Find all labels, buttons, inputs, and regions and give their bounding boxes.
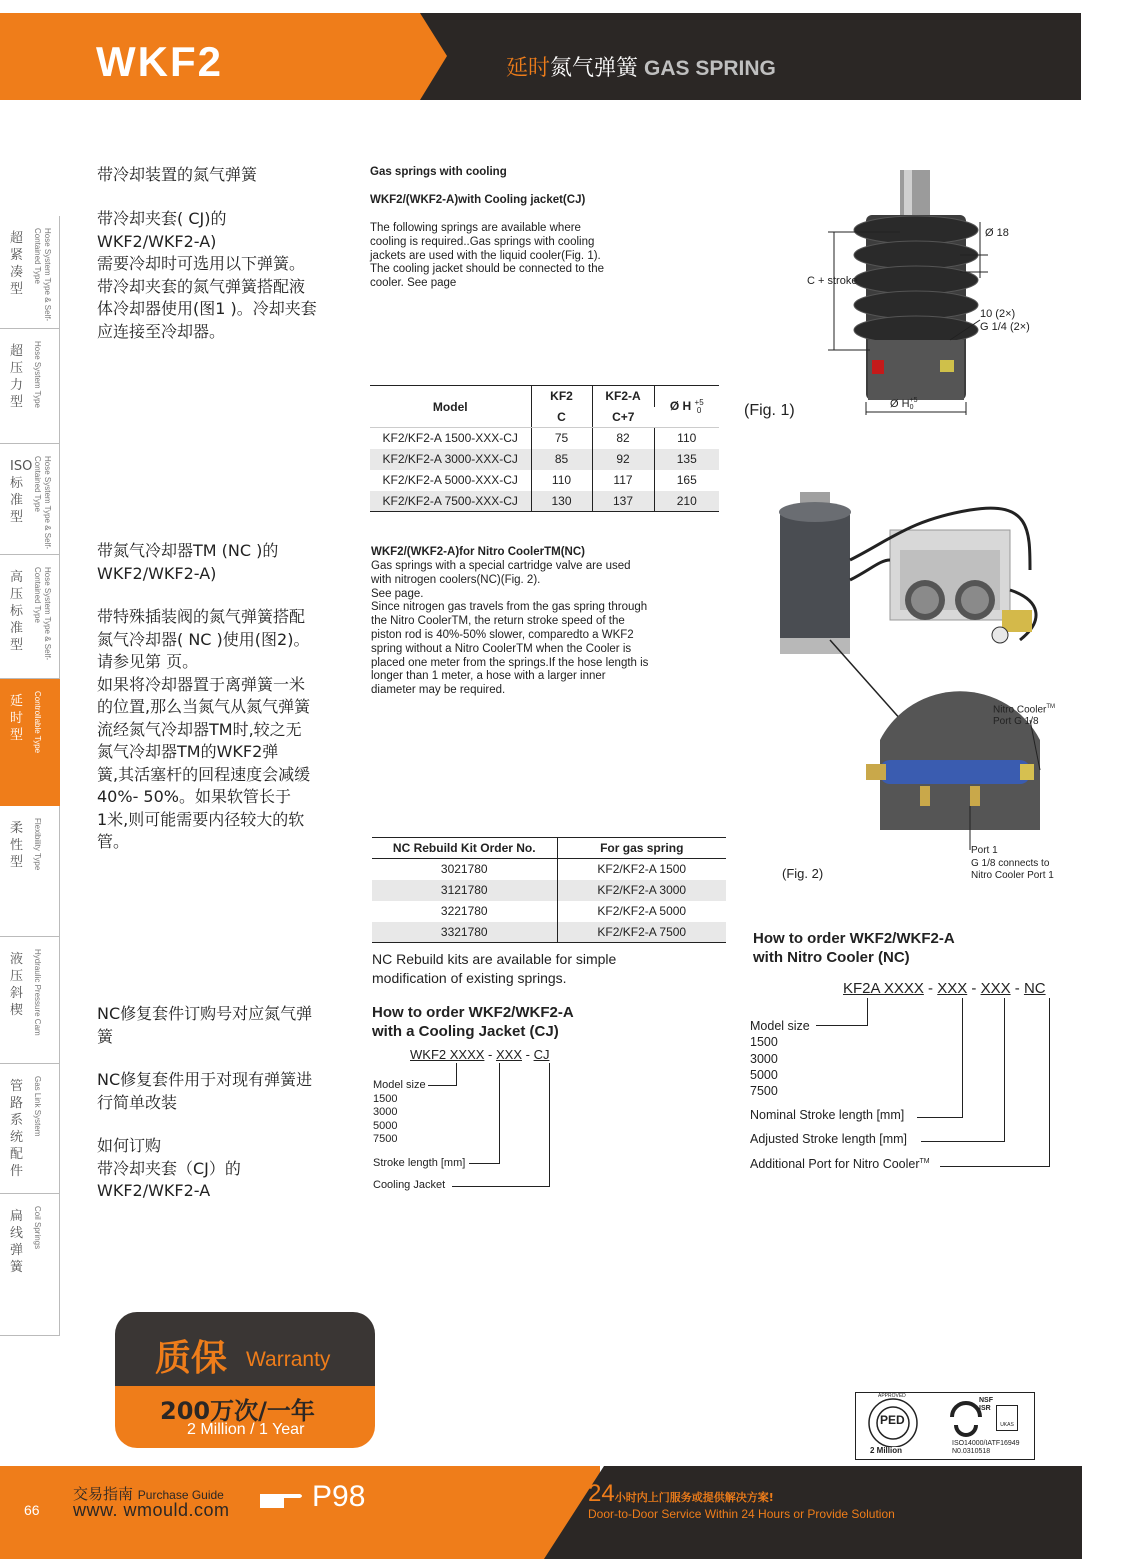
order-nc-model-size: Model size 1500 3000 5000 7500 [750,1019,810,1099]
warranty-badge [115,1312,375,1388]
zh-nitro-cooler-heading: 带氮气冷却器TM (NC )的 WKF2/WKF2-A) [97,541,279,583]
warranty-en: Warranty [246,1348,331,1371]
order-nc-title: How to order WKF2/WKF2-A with Nitro Cooler (NC) [753,930,955,966]
order-cj-title: How to order WKF2/WKF2-A with a Cooling Jacket (CJ) [372,1004,574,1040]
certifications-box [855,1392,1035,1460]
leader-line [452,1186,550,1187]
warranty-small: 2 Million / 1 Year [187,1421,305,1438]
th-diameter: Ø H +5 0 [654,386,719,428]
leader-line [940,1166,1049,1167]
fig1-d18-label: Ø 18 [985,227,1009,239]
page-number: 66 [24,1502,40,1518]
leader-line [917,1117,962,1118]
sidebar-item-hydraulic-cam[interactable]: 液压斜楔 Hydraulic Pressure Cam [0,937,60,1064]
th-c7: C+7 [592,407,654,428]
order-cj-model-size: Model size 1500 3000 5000 7500 [373,1079,426,1145]
en-heading-cooling-jacket: WKF2/(WKF2-A)with Cooling jacket(CJ) [370,194,586,206]
leader-line [867,998,868,1026]
fig1-caption: (Fig. 1) [744,402,795,419]
fig2-port1-label: Port 1 G 1/8 connects to Nitro Cooler Port 1 [971,845,1054,881]
order-nc-adjusted-label: Adjusted Stroke length [mm] [750,1132,908,1146]
zh-nitro-cooler-text: 带特殊插装阀的氮气弹簧搭配 氮气冷却器( NC )使用(图2)。 请参见第 页。 如果将冷却器置于离弹簧一米 的位置,那么当氮气从氮气弹簧 流经氮气冷却器TM时,较之无 氮气冷却器TM的WKF2弹 簧,其活塞杆的回程速度会减缓 40%- 50%。如果软管长于 1米,则可能需要内径较大的软 管。 [97,607,311,851]
sidebar-item-gas-link[interactable]: 管路系统配件 Gas Link System [0,1064,60,1194]
order-cj-code: WKF2 XXXX - XXX - CJ [410,1047,550,1062]
footer-page-ref[interactable]: P98 [312,1480,366,1513]
cooling-jacket-model-table [370,385,719,512]
en-heading-cooling: Gas springs with cooling [370,166,507,178]
table-row: KF2/KF2-A 5000-XXX-CJ 110 117 165 [370,470,719,491]
en-cooling-jacket-text: The following springs are available where cooling is required..Gas springs with cooling jackets are used with the liquid cooler(Fig. 1). The cooling jacket should be connected to the cooler. See page [370,222,604,290]
fig2-cooler-port-label: Nitro Cooler™ Port G 1/8 [993,704,1056,728]
ukas-logo-icon: UKAS [996,1405,1018,1431]
sidebar-item-controllable[interactable]: 延时型 Controllable Type [0,679,60,806]
th-kit-order-no: NC Rebuild Kit Order No. [372,838,557,859]
leader-line [1049,998,1050,1167]
sidebar-item-high-pressure[interactable]: 超压力型 Hose System Type [0,329,60,444]
zh-heading-cooling: 带冷却装置的氮气弹簧 [97,165,258,184]
order-cj-jacket-label: Cooling Jacket [373,1179,446,1191]
table-row: 3121780 KF2/KF2-A 3000 [372,880,726,901]
cert-2million: 2 Million [870,1446,902,1455]
th-for-gas-spring: For gas spring [557,838,726,859]
nc-rebuild-note: NC Rebuild kits are available for simple modification of existing springs. [372,951,617,986]
warranty-big: 200万次/一年 [160,1397,315,1425]
leader-line [469,1163,499,1164]
cert-approved: APPROVED [878,1393,906,1399]
th-kf2: KF2 [531,386,592,407]
th-kf2a: KF2-A [592,386,654,407]
leader-line [921,1141,1004,1142]
fig2-nitro-cooler-image [770,490,1070,850]
warranty-zh: 质保 [155,1338,228,1379]
leader-line [549,1063,550,1187]
table-row: KF2/KF2-A 1500-XXX-CJ 75 82 110 [370,428,719,449]
page-title: WKF2 [96,38,223,85]
zh-cooling-jacket-text: 带冷却夹套( CJ)的 WKF2/WKF2-A) 需要冷却时可选用以下弹簧。 带冷却夹套的氮气弹簧搭配液 体冷却器使用(图1 )。冷却夹套 应连接至冷却器。 [97,209,317,341]
leader-line [816,1025,867,1026]
table-row: 3221780 KF2/KF2-A 5000 [372,901,726,922]
fig1-gas-spring-image [800,160,1060,420]
zh-nc-kit-note: NC修复套件用于对现有弹簧进 行简单改装 [97,1070,313,1112]
th-c: C [531,407,592,428]
sidebar-item-compact[interactable]: 超紧凑型 Hose System Type & Self-Contained Type [0,216,60,329]
th-model: Model [370,386,531,428]
fig2-caption: (Fig. 2) [782,866,824,881]
cert-nsf: NSF ISR [979,1397,993,1412]
cert-iso: ISO14000/IATF16949 N0.0310518 [952,1440,1020,1455]
leader-line [428,1085,456,1086]
sidebar-item-iso[interactable]: ISO标准型 Hose System Type & Self-Contained Type [0,444,60,555]
header-title-tab [0,13,447,100]
order-cj-stroke-label: Stroke length [mm] [373,1157,466,1169]
zh-nc-kit-order: NC修复套件订购号对应氮气弹 簧 [97,1004,313,1046]
leader-line [1004,998,1005,1142]
footer-service-zh: 24小时内上门服务或提供解决方案! [588,1480,774,1507]
table-row: KF2/KF2-A 3000-XXX-CJ 85 92 135 [370,449,719,470]
pointing-hand-icon [260,1488,306,1512]
sidebar-item-high-pressure-standard[interactable]: 高压标准型 Hose System Type & Self-Contained Type [0,555,60,679]
footer-service-en: Door-to-Door Service Within 24 Hours or Provide Solution [588,1507,895,1521]
en-nitro-cooler-text: Gas springs with a special cartridge valve are used with nitrogen coolers(NC)(Fig. 2). See page. Since nitrogen gas travels from the gas spring through the Nitro CoolerTM, the return stroke speed of the piston rod is 40%-50% slower, comparedto a WKF2 spring without a Nitro CoolerTM when the Cooler is placed one meter from the springs.If the hose length is longer than 1 meter, a hose with a larger inner diameter may be required. [371,560,649,697]
table-row: 3321780 KF2/KF2-A 7500 [372,922,726,943]
leader-line [456,1063,457,1086]
table-row: KF2/KF2-A 7500-XXX-CJ 130 137 210 [370,491,719,512]
order-nc-nominal-label: Nominal Stroke length [mm] [750,1108,905,1122]
page-subtitle: 延时氮气弹簧 GAS SPRING [506,55,776,80]
fig1-dh-label: Ø H+5 0 [890,397,918,411]
footer-url[interactable]: www. wmould.com [73,1500,230,1520]
footer-guide: 交易指南 Purchase Guide [73,1485,224,1503]
zh-how-to-order: 如何订购 带冷却夹套（CJ）的 WKF2/WKF2-A [97,1136,241,1200]
order-nc-code: KF2A XXXX - XXX - XXX - NC [843,980,1046,997]
leader-line [499,1063,500,1164]
en-heading-nitro-cooler: WKF2/(WKF2-A)for Nitro CoolerTM(NC) [371,546,585,558]
order-nc-additional-label: Additional Port for Nitro Cooler™ [750,1157,930,1171]
fig1-port-label: 10 (2×) G 1/4 (2×) [980,308,1030,333]
sidebar-item-coil-springs[interactable]: 扁线弹簧 Coil Springs [0,1194,60,1336]
cert-ped: PED [880,1413,905,1427]
fig1-stroke-label: C + stroke [807,275,858,287]
nc-rebuild-kit-table [372,837,726,943]
table-row: 3021780 KF2/KF2-A 1500 [372,859,726,880]
leader-line [962,998,963,1118]
sidebar-item-flexibility[interactable]: 柔性型 Flexibility Type [0,806,60,937]
